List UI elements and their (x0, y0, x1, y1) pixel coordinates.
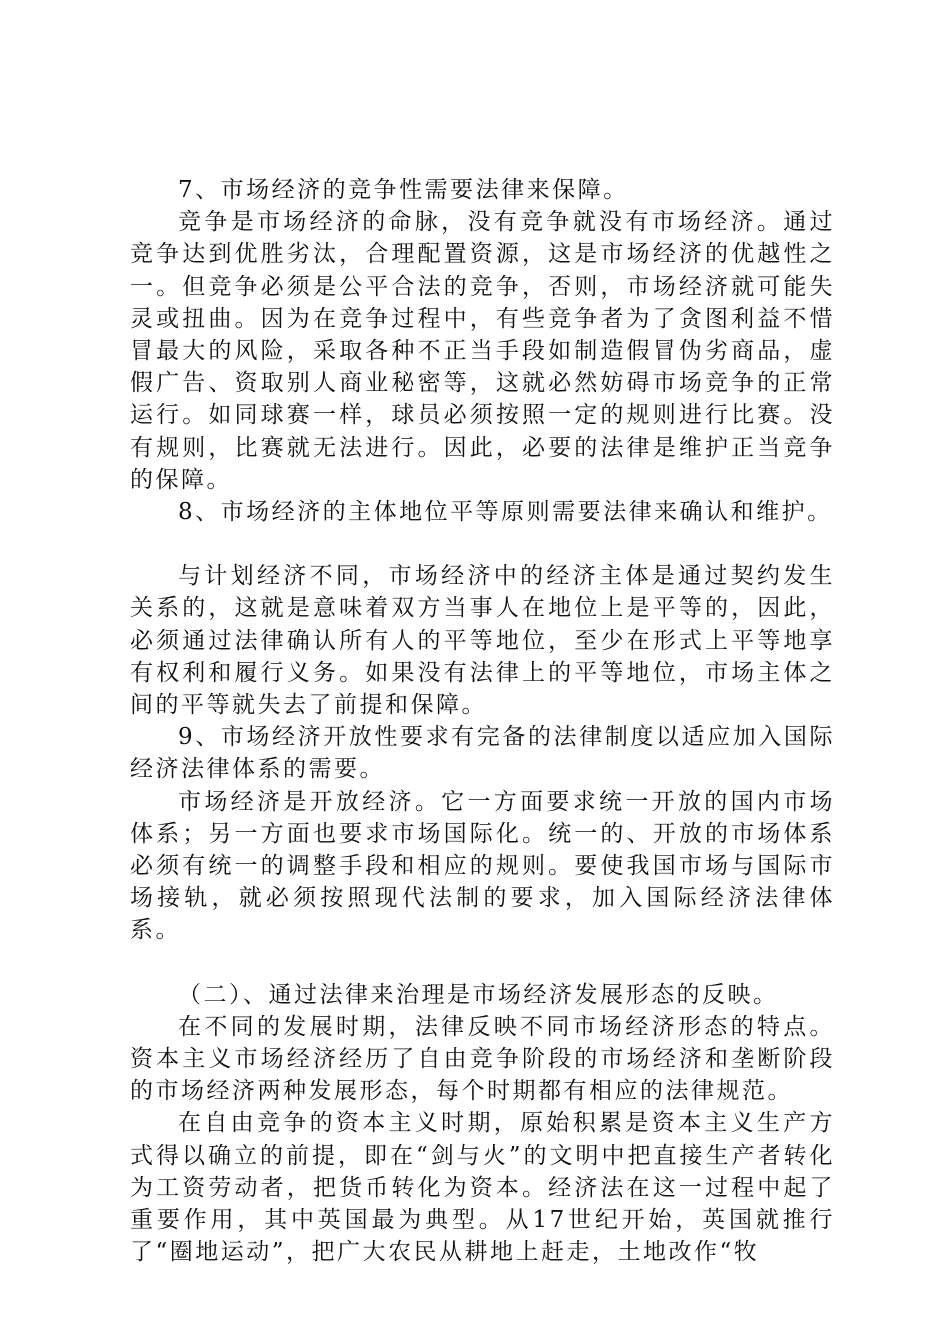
section-heading-9: 9、市场经济开放性要求有完备的法律制度以适应加入国际经济法律体系的需要。 (130, 724, 835, 783)
section-heading-7: 7、市场经济的竞争性需要法律来保障。 (178, 177, 629, 203)
paragraph-openness: 市场经济是开放经济。它一方面要求统一开放的国内市场体系；另一方面也要求市场国际化。统一的、开放的市场体系必须有统一的调整手段和相应的规则。要使我国市场与国际市场接轨，就必须按照现代法制的要求，加入国际经济法律体系。 (130, 788, 835, 944)
paragraph-equality: 与计划经济不同，市场经济中的经济主体是通过契约发生关系的，这就是意味着双方当事人在地位上是平等的，因此，必须通过法律确认所有人的平等地位，至少在形式上平等地享有权利和履行义务。如果没有法律上的平等地位，市场主体之间的平等就失去了前提和保障。 (130, 563, 835, 719)
blank-line (130, 528, 835, 560)
paragraph-development: 在不同的发展时期，法律反映不同市场经济形态的特点。资本主义市场经济经历了自由竞争阶段的市场经济和垄断阶段的市场经济两种发展形态，每个时期都有相应的法律规范。 (130, 1013, 835, 1105)
paragraph-competition: 竞争是市场经济的命脉，没有竞争就没有市场经济。通过竞争达到优胜劣汰，合理配置资源，这是市场经济的优越性之一。但竞争必须是公平合法的竞争，否则，市场经济就可能失灵或扭曲。因为在竞争过程中，有些竞争者为了贪图利益不惜冒最大的风险，采取各种不正当手段如制造假冒伪劣商品，虚假广告、资取别人商业秘密等，这就必然妨碍市场竞争的正常运行。如同球赛一样，球员必须按照一定的规则进行比赛。没有规则，比赛就无法进行。因此，必要的法律是维护正当竞争的保障。 (130, 209, 835, 493)
document-page (130, 174, 835, 1269)
blank-line (130, 947, 835, 979)
section-heading-8: 8、市场经济的主体地位平等原则需要法律来确认和维护。 (178, 499, 833, 526)
paragraph-free-competition: 在自由竞争的资本主义时期，原始积累是资本主义生产方式得以确立的前提，即在“剑与火”的文明中把直接生产者转化为工资劳动者，把货币转化为资本。经济法在这一过程中起了重要作用，其中英国最为典型。从17世纪开始，英国就推行了“圈地运动”，把广大农民从耕地上赶走，土地改作“牧 (130, 1110, 835, 1266)
section-heading-2: （二）、通过法律来治理是市场经济发展形态的反映。 (178, 981, 779, 1008)
